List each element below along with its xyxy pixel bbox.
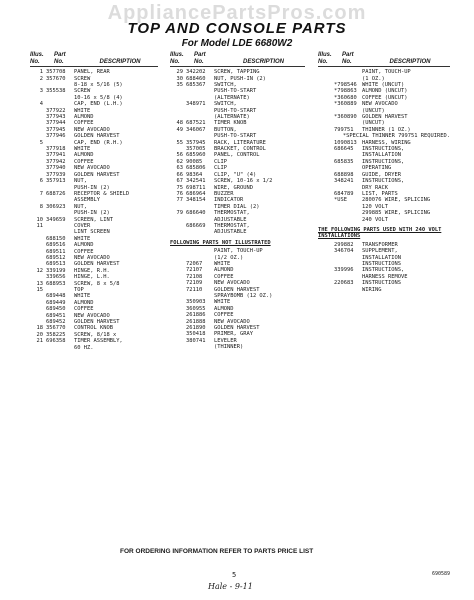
part-number: 689449	[46, 299, 66, 306]
part-description: OPERATING	[362, 165, 392, 172]
part-number: 687521	[186, 120, 206, 127]
illus-number: 66	[176, 171, 183, 178]
illus-number: 75	[176, 184, 183, 191]
part-number: 306923	[46, 203, 66, 210]
part-description: INSTRUCTIONS,	[362, 267, 405, 274]
part-description: (THINNER)	[214, 344, 244, 351]
part-number: 98364	[186, 171, 203, 178]
part-number: 799751	[334, 126, 354, 133]
part-number: 688726	[46, 190, 66, 197]
part-description: NUT, PUSH-IN (2)	[214, 75, 266, 82]
illus-number: 18	[36, 325, 43, 332]
part-description: ADJUSTABLE	[214, 229, 247, 236]
part-description: PANEL, CONTROL	[214, 152, 260, 159]
part-description: HARNESS REMOVE	[362, 273, 408, 280]
part-description: SWITCH,	[214, 82, 237, 88]
part-number: 348971	[186, 101, 206, 108]
part-description: ASSEMBLY	[74, 197, 100, 204]
part-description: 280076 WIRE, SPLICING	[362, 197, 431, 204]
part-number: 684789	[334, 190, 354, 197]
illus-number: 4	[39, 101, 43, 108]
part-description: INDICATOR	[214, 197, 244, 204]
part-row	[318, 287, 450, 293]
part-description: (1/2 OZ.)	[214, 254, 244, 261]
part-number: 689451	[46, 312, 66, 319]
page-number: 5	[232, 571, 237, 579]
part-description: BUZZER	[214, 190, 234, 197]
part-description: CONTROL KNOB	[74, 325, 113, 332]
part-description: INSTRUCTIONS,	[362, 158, 405, 165]
part-description: ALMOND	[74, 152, 94, 159]
part-description: NEW AVOCADO	[74, 312, 110, 319]
part-description: PANEL, REAR	[74, 69, 110, 76]
part-number: 349659	[46, 216, 66, 223]
part-number: 689448	[46, 293, 66, 300]
part-description: COFFEE (UNCUT)	[362, 94, 408, 101]
part-description: INSTALLATION	[362, 254, 401, 261]
part-description: WHITE	[74, 235, 91, 242]
part-number: *USE	[334, 197, 347, 204]
illus-number: 29	[176, 69, 183, 76]
part-description: NUT,	[74, 178, 87, 185]
part-number: 377943	[46, 114, 66, 121]
illus-number: 79	[176, 210, 183, 217]
part-description: GOLDEN HARVEST	[74, 171, 120, 178]
part-description: PAINT, TOUCH-UP	[362, 69, 411, 76]
column-header: Illus. Part	[170, 52, 206, 58]
part-description: HARNESS, WIRING	[362, 139, 411, 146]
part-number: 350903	[186, 299, 206, 306]
part-description: TIMER ASSEMBLY,	[74, 338, 123, 345]
part-number	[334, 287, 362, 293]
part-number: 346067	[186, 126, 206, 133]
part-number: 342541	[186, 178, 206, 185]
part-number: 688898	[334, 171, 354, 178]
part-number: 377939	[46, 171, 66, 178]
part-number: 685960	[186, 152, 206, 159]
part-description: PUSH-TO-START	[214, 133, 257, 140]
part-description: PUSH-TO-START	[214, 107, 257, 114]
part-description: NEW AVOCADO	[362, 101, 398, 108]
part-description: ALMOND	[74, 242, 94, 249]
illus-number	[318, 287, 334, 293]
divider	[318, 66, 450, 67]
illus-number	[170, 344, 186, 350]
part-number: 357670	[46, 75, 66, 82]
part-description: COFFEE	[214, 273, 234, 280]
part-number: 261886	[186, 312, 206, 319]
illus-number: 76	[176, 190, 183, 197]
parts-list	[318, 242, 450, 293]
column-header: Illus. Part	[318, 52, 354, 58]
part-description: CAP, END (L.H.)	[74, 101, 123, 108]
part-number: 339996	[334, 267, 354, 274]
part-number: 689516	[46, 242, 66, 249]
section-heading: THE FOLLOWING PARTS USED WITH 240 VOLT INSTALLATIONS	[318, 226, 442, 240]
model-subtitle: For Model LDE 6680W2	[181, 38, 293, 49]
part-number: 377940	[46, 165, 66, 172]
illus-number: 21	[36, 338, 43, 345]
part-description: WHITE	[74, 107, 91, 114]
part-number: 356770	[46, 325, 66, 332]
part-number: 357005	[186, 146, 206, 153]
part-description: INSTALLATION	[362, 152, 401, 159]
part-number: 299882	[334, 241, 354, 248]
part-description: ALMOND	[74, 114, 94, 121]
part-description: WIRE, GROUND	[214, 184, 253, 191]
illus-number: 12	[36, 267, 43, 274]
part-description: WHITE	[214, 299, 231, 306]
illus-number: 49	[176, 126, 183, 133]
part-description: RECEPTOR & SHIELD	[74, 190, 130, 197]
illus-number: 62	[176, 158, 183, 165]
part-number: 689511	[46, 248, 66, 255]
parts-column-2	[170, 52, 305, 351]
part-row	[30, 345, 158, 351]
parts-column-1	[30, 52, 158, 351]
column-header: No. No. DESCRIPTION	[30, 58, 141, 65]
part-description: COFFEE	[74, 306, 94, 313]
part-description: ALMOND (UNCUT)	[362, 88, 408, 95]
part-number: 355538	[46, 88, 66, 95]
parts-list	[170, 248, 305, 351]
part-description: GOLDEN HARVEST	[214, 325, 260, 332]
parts-list	[318, 69, 450, 223]
illus-number: 56	[176, 152, 183, 159]
part-description: SPRAYBOMB (12 OZ.)	[214, 293, 273, 299]
part-number: 360955	[186, 305, 206, 312]
part-description: (1 OZ.)	[362, 75, 385, 82]
illus-number: 2	[39, 75, 43, 82]
part-row	[170, 229, 305, 235]
part-number: 350418	[186, 331, 206, 338]
part-description: TIMER KNOB	[214, 120, 247, 127]
part-number: 698711	[186, 184, 206, 191]
part-number: 90085	[186, 158, 203, 165]
part-number: 1090813	[334, 139, 357, 146]
part-description: RACK, LITERATURE	[214, 139, 266, 146]
part-description: COFFEE	[74, 248, 94, 255]
part-description: PRIMER, GRAY	[214, 331, 253, 338]
part-description: INSTRUCTIONS,	[362, 146, 405, 153]
part-number: 72067	[186, 260, 203, 267]
part-description: SCREW, 10-16 x 1/2	[214, 178, 273, 185]
part-description: THERMOSTAT,	[214, 222, 250, 229]
part-description: PUSH-TO-START	[214, 88, 257, 95]
part-number: 689452	[46, 319, 66, 326]
part-description: BUTTON,	[214, 126, 237, 133]
part-description: COVER	[74, 222, 91, 229]
part-number: 377918	[46, 146, 66, 153]
part-description: HINGE, L.H.	[74, 274, 110, 281]
part-number: *798863	[334, 88, 357, 95]
part-description: LEVELER	[214, 337, 237, 344]
divider	[30, 66, 158, 67]
part-description: ALMOND	[74, 299, 94, 306]
part-number: 72107	[186, 267, 203, 274]
page-title: TOP AND CONSOLE PARTS	[127, 20, 347, 37]
part-number: 688150	[46, 235, 66, 242]
part-description: NEW AVOCADO	[74, 254, 110, 261]
part-number: 377922	[46, 107, 66, 114]
part-number: 686964	[186, 190, 206, 197]
illus-number: 15	[36, 287, 43, 293]
part-description: TRANSFORMER	[362, 241, 398, 248]
part-number: 689512	[46, 254, 66, 261]
parts-list	[170, 69, 305, 236]
illus-number: 77	[176, 197, 183, 204]
part-number: 72108	[186, 273, 203, 280]
part-description: TOP	[74, 287, 84, 293]
part-description: (ALTERNATE)	[214, 114, 250, 121]
part-description: SCREW, TAPPING	[214, 69, 260, 76]
part-description: CLIP	[214, 165, 227, 172]
part-number: *360889	[334, 101, 357, 108]
section-heading: FOLLOWING PARTS NOT ILLUSTRATED	[170, 239, 271, 246]
part-description: NEW AVOCADO	[74, 165, 110, 172]
illus-number: 63	[176, 165, 183, 172]
part-number: 339656	[46, 274, 66, 281]
part-number: 261890	[186, 325, 206, 332]
part-description: (ALTERNATE)	[214, 94, 250, 101]
illus-number: 35	[176, 82, 183, 88]
illus-number: 67	[176, 178, 183, 185]
part-description: PUSH-IN (2)	[74, 210, 110, 217]
part-number: *360890	[334, 114, 357, 121]
illus-number: 11	[36, 222, 43, 229]
part-description: NEW AVOCADO	[214, 318, 250, 325]
part-description: THINNER (1 OZ.)	[362, 126, 411, 133]
part-description: PAINT, TOUCH-UP	[214, 248, 263, 255]
illus-number: 6	[39, 178, 43, 185]
part-number: 685835	[334, 158, 354, 165]
part-number	[334, 217, 362, 223]
part-description: ADJUSTABLE	[214, 216, 247, 223]
part-description: ALMOND	[214, 267, 234, 274]
illus-number	[170, 229, 186, 235]
part-row	[318, 217, 450, 223]
part-number: 348154	[186, 197, 206, 204]
part-number: 72110	[186, 286, 203, 293]
part-number: 220683	[334, 280, 354, 287]
part-number: 358225	[46, 331, 66, 338]
part-description: COFFEE	[214, 312, 234, 319]
part-number: 689513	[46, 261, 66, 268]
part-description: SUPPLEMENT,	[362, 248, 398, 255]
column-header: No. No. DESCRIPTION	[318, 58, 431, 65]
part-description: COFFEE	[74, 158, 94, 165]
part-description: GOLDEN HARVEST	[74, 261, 120, 268]
part-number: 357913	[46, 178, 66, 185]
part-description: COFFEE	[74, 120, 94, 127]
part-description: INSTRUCTIONS,	[362, 178, 405, 185]
part-description: GOLDEN HARVEST	[74, 133, 120, 140]
part-description: SCREW, 8/18 x	[74, 331, 117, 338]
part-description: BRACKET, CONTROL	[214, 146, 266, 153]
illus-number: 8	[39, 203, 43, 210]
illus-number: 5	[39, 139, 43, 146]
part-number: 685806	[186, 165, 206, 172]
part-description: SCREEN, LINT	[74, 216, 113, 223]
part-number: 261888	[186, 318, 206, 325]
part-description: WHITE	[214, 260, 231, 267]
part-description: INSTRUCTIONS	[362, 280, 401, 287]
part-number: 686640	[186, 210, 206, 217]
part-number: 380741	[186, 337, 206, 344]
part-number: 346704	[334, 248, 354, 255]
part-description: NEW AVOCADO	[74, 126, 110, 133]
part-description: HINGE, R.H.	[74, 267, 110, 274]
illus-number: 10	[36, 216, 43, 223]
part-description: WHITE	[74, 146, 91, 153]
part-description: NUT,	[74, 203, 87, 210]
part-description: 8-18 x 5/16 (5)	[74, 82, 123, 88]
part-description: GOLDEN HARVEST	[74, 319, 120, 326]
handwritten-signature: Hale - 9-11	[208, 582, 253, 591]
part-number: 377944	[46, 120, 66, 127]
part-description: SCREW	[74, 88, 91, 95]
part-number	[186, 344, 214, 350]
part-description: THERMOSTAT,	[214, 210, 250, 217]
part-number: 686645	[334, 146, 354, 153]
part-description: (UNCUT)	[362, 120, 385, 127]
part-number: 377946	[46, 133, 66, 140]
part-description: SCREW	[74, 75, 91, 82]
part-description: GOLDEN HARVEST	[214, 286, 260, 293]
part-description: *SPECIAL THINNER 799751 REQUIRED.	[342, 133, 450, 140]
part-row	[170, 344, 305, 350]
illus-number: 55	[176, 139, 183, 146]
illus-number: 1	[39, 69, 43, 76]
part-number: *798546	[334, 82, 357, 88]
part-description: SWITCH,	[214, 101, 237, 108]
watermark: AppliancePartsPros.com	[107, 2, 367, 24]
part-number: 696358	[46, 338, 66, 345]
part-description: 240 VOLT	[362, 216, 388, 223]
illus-number: 30	[176, 75, 183, 82]
part-number: 72109	[186, 280, 203, 287]
parts-column-3	[318, 52, 450, 293]
part-number: 357708	[46, 69, 66, 76]
part-description: GOLDEN HARVEST	[362, 114, 408, 121]
column-header: Illus. Part	[30, 52, 66, 58]
part-number: 685367	[186, 82, 206, 88]
part-description: WHITE (UNCUT)	[362, 82, 405, 88]
part-description: WHITE	[74, 293, 91, 300]
part-description: CLIP, "U" (4)	[214, 171, 257, 178]
part-number: 377942	[46, 158, 66, 165]
illus-number: 7	[39, 190, 43, 197]
part-description: CLIP	[214, 158, 227, 165]
part-number: 377941	[46, 152, 66, 159]
part-description: CAP, END (R.H.)	[74, 139, 123, 146]
part-number: 377945	[46, 126, 66, 133]
part-number	[186, 229, 214, 235]
document-code: 690589	[431, 571, 450, 577]
part-description: LINT SCREEN	[74, 229, 110, 236]
part-description: NEW AVOCADO	[214, 280, 250, 287]
part-description: PUSH-IN (2)	[74, 184, 110, 191]
part-number: 339199	[46, 267, 66, 274]
part-description: 299885 WIRE, SPLICING	[362, 210, 431, 217]
part-number: 348241	[334, 178, 354, 185]
part-description: DRY RACK	[362, 184, 388, 191]
part-number: 688460	[186, 75, 206, 82]
part-number	[46, 345, 74, 351]
illus-number	[318, 217, 334, 223]
part-number: 686669	[186, 222, 206, 229]
part-description: WIRING	[362, 286, 382, 293]
part-description: 10-16 x 5/8 (4)	[74, 94, 123, 101]
part-description: 120 VOLT	[362, 203, 388, 210]
part-description: TIMER DIAL (2)	[214, 203, 260, 210]
part-number: 357945	[186, 139, 206, 146]
ordering-note: FOR ORDERING INFORMATION REFER TO PARTS PRICE LIST	[120, 548, 314, 555]
part-description: GUIDE, DRYER	[362, 171, 401, 178]
part-description: (UNCUT)	[362, 107, 385, 114]
part-description: SCREW, 8 x 5/8	[74, 280, 120, 287]
parts-list	[30, 69, 158, 351]
part-description: 60 HZ.	[74, 344, 94, 351]
part-number: *360680	[334, 94, 357, 101]
part-description: LIST, PARTS	[362, 190, 398, 197]
column-header: No. No. DESCRIPTION	[170, 58, 284, 65]
part-number: 689450	[46, 306, 66, 313]
part-number: 688953	[46, 280, 66, 287]
divider	[170, 66, 305, 67]
illus-number: 20	[36, 331, 43, 338]
illus-number: 13	[36, 280, 43, 287]
illus-number	[30, 345, 46, 351]
part-description: ALMOND	[214, 305, 234, 312]
illus-number: 48	[176, 120, 183, 127]
part-description: INSTRUCTIONS	[362, 260, 401, 267]
part-number: 342202	[186, 69, 206, 76]
illus-number: 3	[39, 88, 43, 95]
